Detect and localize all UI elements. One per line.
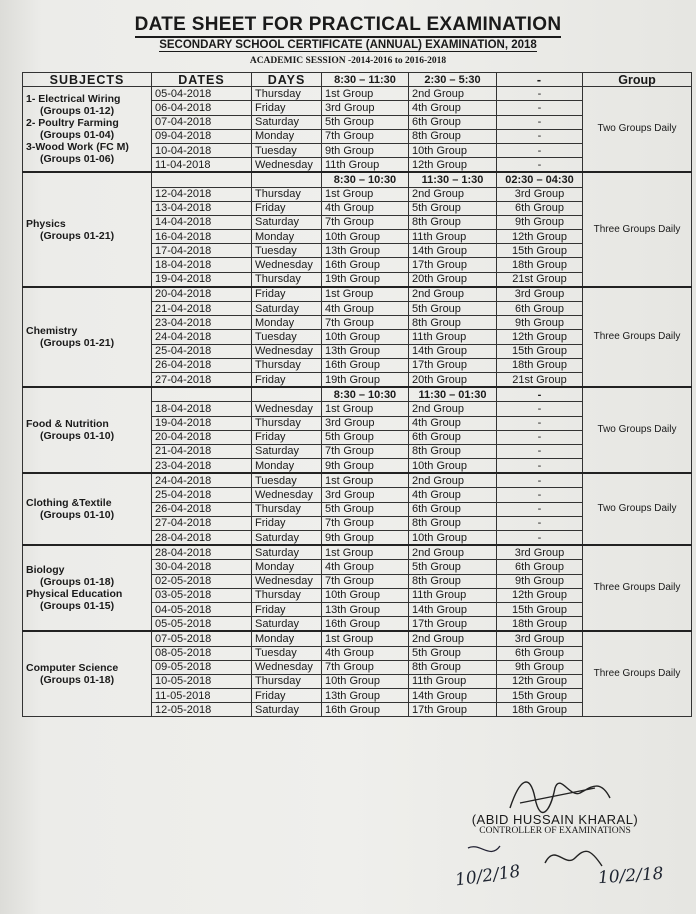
day-cell: Saturday: [252, 617, 322, 632]
slot-3-cell: 3rd Group: [497, 287, 583, 302]
date-cell: 05-04-2018: [152, 87, 252, 101]
subject-cell: [23, 87, 152, 173]
day-cell: Tuesday: [252, 244, 322, 258]
date-cell: 21-04-2018: [152, 302, 252, 316]
slot-2-cell: 5th Group: [409, 302, 497, 316]
slot-2-cell: 8th Group: [409, 215, 497, 229]
slot-2-cell: 8th Group: [409, 129, 497, 143]
slot-3-cell: -: [497, 129, 583, 143]
group-cell: Two Groups Daily: [583, 87, 692, 173]
date-cell: 07-04-2018: [152, 115, 252, 129]
slot-2-cell: 8th Group: [409, 316, 497, 330]
slot-1-cell: 5th Group: [322, 430, 409, 444]
date-cell: 21-04-2018: [152, 444, 252, 458]
date-cell: 27-04-2018: [152, 516, 252, 530]
slot-2-cell: 2nd Group: [409, 287, 497, 302]
date-cell: 17-04-2018: [152, 244, 252, 258]
date-cell: 14-04-2018: [152, 215, 252, 229]
slot-2-cell: 2nd Group: [409, 545, 497, 560]
subject-line: 1- Electrical Wiring: [26, 93, 121, 106]
slot-3-cell: 9th Group: [497, 574, 583, 588]
date-cell: 10-05-2018: [152, 674, 252, 688]
slot-3-cell: 15th Group: [497, 344, 583, 358]
date-cell: 16-04-2018: [152, 230, 252, 244]
group-cell: Two Groups Daily: [583, 387, 692, 473]
slot-2-cell: 8th Group: [409, 444, 497, 458]
date-cell: 09-04-2018: [152, 129, 252, 143]
subject-line: 3-Wood Work (FC M): [26, 141, 129, 154]
slot-1-cell: 7th Group: [322, 129, 409, 143]
day-cell: Saturday: [252, 302, 322, 316]
date-cell: 09-05-2018: [152, 660, 252, 674]
subject-line: Physical Education: [26, 588, 123, 601]
col-days: DAYS: [252, 73, 322, 87]
slot-3-cell: 3rd Group: [497, 187, 583, 201]
date-cell: 19-04-2018: [152, 416, 252, 430]
slot-2-cell: 17th Group: [409, 258, 497, 272]
slot-1-cell: 3rd Group: [322, 101, 409, 115]
handwritten-signature: [500, 768, 630, 828]
slot-2-cell: 4th Group: [409, 416, 497, 430]
slot-3-cell: 6th Group: [497, 201, 583, 215]
group-cell: Three Groups Daily: [583, 172, 692, 287]
date-cell: 26-04-2018: [152, 358, 252, 372]
subject-line: (Groups 01-04): [40, 129, 115, 142]
subject-line: (Groups 01-12): [40, 105, 115, 118]
day-cell: Tuesday: [252, 143, 322, 157]
date-cell: 10-04-2018: [152, 143, 252, 157]
slot-2-cell: 8th Group: [409, 516, 497, 530]
slot-1-cell: 9th Group: [322, 459, 409, 474]
slot-3-cell: 12th Group: [497, 230, 583, 244]
table-header-row: [23, 73, 692, 87]
slot-2-cell: 14th Group: [409, 244, 497, 258]
slot-3-cell: 6th Group: [497, 646, 583, 660]
slot-2-cell: 11th Group: [409, 674, 497, 688]
day-cell: Saturday: [252, 215, 322, 229]
col-slot-3: -: [497, 73, 583, 87]
time-slot-header: 11:30 – 01:30: [409, 387, 497, 402]
slot-3-cell: -: [497, 158, 583, 173]
slot-1-cell: 4th Group: [322, 302, 409, 316]
slot-2-cell: 5th Group: [409, 646, 497, 660]
date-cell: 23-04-2018: [152, 316, 252, 330]
group-cell: Two Groups Daily: [583, 473, 692, 545]
subject-line: Chemistry: [26, 324, 78, 337]
slot-3-cell: -: [497, 531, 583, 546]
day-cell: Tuesday: [252, 473, 322, 488]
day-cell: Thursday: [252, 416, 322, 430]
day-cell: Wednesday: [252, 660, 322, 674]
slot-1-cell: 7th Group: [322, 215, 409, 229]
slot-2-cell: 10th Group: [409, 531, 497, 546]
day-cell: Monday: [252, 560, 322, 574]
subject-line: (Groups 01-15): [40, 600, 115, 613]
date-cell: 20-04-2018: [152, 287, 252, 302]
date-cell: 27-04-2018: [152, 372, 252, 387]
date-cell: 13-04-2018: [152, 201, 252, 215]
date-cell: 05-05-2018: [152, 617, 252, 632]
slot-1-cell: 7th Group: [322, 574, 409, 588]
slot-1-cell: 10th Group: [322, 330, 409, 344]
slot-1-cell: 1st Group: [322, 87, 409, 101]
slot-1-cell: 4th Group: [322, 560, 409, 574]
day-cell: Saturday: [252, 545, 322, 560]
slot-1-cell: 4th Group: [322, 201, 409, 215]
subject-cell: [23, 387, 152, 473]
day-cell: Thursday: [252, 502, 322, 516]
slot-2-cell: 8th Group: [409, 574, 497, 588]
day-cell: Monday: [252, 129, 322, 143]
slot-3-cell: 18th Group: [497, 258, 583, 272]
time-slot-header: 8:30 – 10:30: [322, 387, 409, 402]
slot-2-cell: 11th Group: [409, 330, 497, 344]
subject-line: Clothing &Textile: [26, 497, 112, 510]
date-cell: 07-05-2018: [152, 631, 252, 646]
date-cell: 11-05-2018: [152, 689, 252, 703]
slot-1-cell: 11th Group: [322, 158, 409, 173]
slot-2-cell: 11th Group: [409, 588, 497, 602]
table-row: [23, 631, 692, 646]
subject-line: (Groups 01-21): [40, 229, 115, 242]
slot-3-cell: -: [497, 416, 583, 430]
time-header-row: [23, 172, 692, 187]
slot-2-cell: 5th Group: [409, 560, 497, 574]
slot-2-cell: 17th Group: [409, 358, 497, 372]
slot-3-cell: 18th Group: [497, 617, 583, 632]
col-slot-2: 2:30 – 5:30: [409, 73, 497, 87]
slot-3-cell: -: [497, 473, 583, 488]
handwritten-date-left: 10/2/18: [453, 861, 522, 891]
subject-cell: [23, 287, 152, 387]
slot-3-cell: 3rd Group: [497, 631, 583, 646]
day-cell: Monday: [252, 230, 322, 244]
slot-1-cell: 13th Group: [322, 602, 409, 616]
academic-session: ACADEMIC SESSION -2014-2016 to 2016-2018: [249, 56, 447, 66]
col-dates: DATES: [152, 73, 252, 87]
table-row: [23, 545, 692, 560]
col-slot-1: 8:30 – 11:30: [322, 73, 409, 87]
day-cell: Thursday: [252, 358, 322, 372]
date-cell: 18-04-2018: [152, 402, 252, 416]
day-cell: Friday: [252, 287, 322, 302]
subject-line: (Groups 01-06): [40, 153, 115, 166]
day-cell: Friday: [252, 602, 322, 616]
slot-1-cell: 1st Group: [322, 287, 409, 302]
slot-2-cell: 6th Group: [409, 430, 497, 444]
slot-1-cell: 13th Group: [322, 344, 409, 358]
day-cell: Wednesday: [252, 488, 322, 502]
slot-2-cell: 14th Group: [409, 344, 497, 358]
date-cell: 23-04-2018: [152, 459, 252, 474]
date-cell: 11-04-2018: [152, 158, 252, 173]
slot-2-cell: 2nd Group: [409, 473, 497, 488]
table-row: [23, 473, 692, 488]
group-cell: Three Groups Daily: [583, 545, 692, 631]
col-subjects: SUBJECTS: [23, 73, 152, 87]
day-cell: Wednesday: [252, 258, 322, 272]
date-cell: 03-05-2018: [152, 588, 252, 602]
slot-2-cell: 17th Group: [409, 703, 497, 717]
controller-name: (ABID HUSSAIN KHARAL): [471, 812, 639, 827]
subject-line: Physics: [26, 217, 66, 230]
slot-3-cell: 15th Group: [497, 689, 583, 703]
subject-cell: [23, 545, 152, 631]
slot-1-cell: 16th Group: [322, 617, 409, 632]
time-slot-header: -: [497, 387, 583, 402]
date-cell: 28-04-2018: [152, 531, 252, 546]
slot-1-cell: 4th Group: [322, 646, 409, 660]
time-slot-header: 8:30 – 10:30: [322, 172, 409, 187]
day-cell: Wednesday: [252, 402, 322, 416]
slot-1-cell: 5th Group: [322, 502, 409, 516]
slot-3-cell: -: [497, 488, 583, 502]
slot-2-cell: 5th Group: [409, 201, 497, 215]
slot-2-cell: 11th Group: [409, 230, 497, 244]
slot-3-cell: 15th Group: [497, 244, 583, 258]
date-cell: 28-04-2018: [152, 545, 252, 560]
slot-3-cell: 12th Group: [497, 674, 583, 688]
day-cell: Thursday: [252, 588, 322, 602]
empty-cell: [252, 387, 322, 402]
date-cell: 26-04-2018: [152, 502, 252, 516]
slot-2-cell: 2nd Group: [409, 402, 497, 416]
slot-2-cell: 10th Group: [409, 459, 497, 474]
slot-2-cell: 8th Group: [409, 660, 497, 674]
document-title: DATE SHEET FOR PRACTICAL EXAMINATION: [0, 14, 696, 36]
day-cell: Monday: [252, 459, 322, 474]
slot-3-cell: 21st Group: [497, 272, 583, 287]
slot-1-cell: 16th Group: [322, 358, 409, 372]
subject-line: (Groups 01-18): [40, 576, 115, 589]
slot-3-cell: -: [497, 402, 583, 416]
slot-2-cell: 14th Group: [409, 602, 497, 616]
slot-3-cell: -: [497, 502, 583, 516]
date-cell: 04-05-2018: [152, 602, 252, 616]
slot-1-cell: 10th Group: [322, 230, 409, 244]
slot-3-cell: -: [497, 87, 583, 101]
slot-2-cell: 12th Group: [409, 158, 497, 173]
slot-1-cell: 7th Group: [322, 516, 409, 530]
slot-1-cell: 19th Group: [322, 372, 409, 387]
slot-1-cell: 1st Group: [322, 631, 409, 646]
date-cell: 25-04-2018: [152, 344, 252, 358]
slot-1-cell: 5th Group: [322, 115, 409, 129]
date-cell: 06-04-2018: [152, 101, 252, 115]
date-cell: 24-04-2018: [152, 330, 252, 344]
date-cell: 30-04-2018: [152, 560, 252, 574]
day-cell: Friday: [252, 201, 322, 215]
subject-line: Food & Nutrition: [26, 418, 109, 431]
slot-1-cell: 1st Group: [322, 545, 409, 560]
subject-cell: [23, 473, 152, 545]
slot-1-cell: 7th Group: [322, 316, 409, 330]
slot-1-cell: 9th Group: [322, 143, 409, 157]
slot-3-cell: -: [497, 115, 583, 129]
day-cell: Friday: [252, 516, 322, 530]
slot-2-cell: 4th Group: [409, 101, 497, 115]
slot-2-cell: 17th Group: [409, 617, 497, 632]
date-cell: 12-04-2018: [152, 187, 252, 201]
slot-3-cell: 12th Group: [497, 330, 583, 344]
time-header-row: [23, 387, 692, 402]
date-cell: 19-04-2018: [152, 272, 252, 287]
day-cell: Wednesday: [252, 574, 322, 588]
slot-3-cell: -: [497, 516, 583, 530]
day-cell: Friday: [252, 430, 322, 444]
day-cell: Thursday: [252, 87, 322, 101]
day-cell: Thursday: [252, 187, 322, 201]
slot-1-cell: 1st Group: [322, 187, 409, 201]
day-cell: Tuesday: [252, 330, 322, 344]
day-cell: Wednesday: [252, 344, 322, 358]
empty-cell: [152, 387, 252, 402]
date-cell: 08-05-2018: [152, 646, 252, 660]
subject-cell: [23, 172, 152, 287]
controller-title: CONTROLLER OF EXAMINATIONS: [479, 826, 631, 836]
slot-1-cell: 10th Group: [322, 674, 409, 688]
date-cell: 25-04-2018: [152, 488, 252, 502]
day-cell: Wednesday: [252, 158, 322, 173]
slot-3-cell: -: [497, 459, 583, 474]
group-cell: Three Groups Daily: [583, 631, 692, 717]
day-cell: Friday: [252, 372, 322, 387]
day-cell: Monday: [252, 316, 322, 330]
slot-1-cell: 7th Group: [322, 444, 409, 458]
date-cell: 02-05-2018: [152, 574, 252, 588]
slot-2-cell: 2nd Group: [409, 187, 497, 201]
date-cell: 12-05-2018: [152, 703, 252, 717]
slot-2-cell: 10th Group: [409, 143, 497, 157]
subject-line: (Groups 01-18): [40, 674, 115, 687]
slot-3-cell: -: [497, 101, 583, 115]
slot-2-cell: 2nd Group: [409, 631, 497, 646]
day-cell: Saturday: [252, 444, 322, 458]
slot-3-cell: 18th Group: [497, 703, 583, 717]
day-cell: Friday: [252, 101, 322, 115]
slot-1-cell: 16th Group: [322, 703, 409, 717]
day-cell: Saturday: [252, 531, 322, 546]
date-cell: 18-04-2018: [152, 258, 252, 272]
slot-3-cell: 9th Group: [497, 215, 583, 229]
slot-1-cell: 7th Group: [322, 660, 409, 674]
date-cell: 20-04-2018: [152, 430, 252, 444]
slot-1-cell: 1st Group: [322, 473, 409, 488]
slot-3-cell: 21st Group: [497, 372, 583, 387]
day-cell: Friday: [252, 689, 322, 703]
slot-2-cell: 20th Group: [409, 272, 497, 287]
slot-3-cell: 15th Group: [497, 602, 583, 616]
slot-2-cell: 4th Group: [409, 488, 497, 502]
time-slot-header: 11:30 – 1:30: [409, 172, 497, 187]
table-row: [23, 87, 692, 101]
date-sheet-table: [22, 72, 692, 717]
day-cell: Saturday: [252, 115, 322, 129]
subject-cell: [23, 631, 152, 717]
slot-1-cell: 13th Group: [322, 689, 409, 703]
subject-line: (Groups 01-10): [40, 430, 115, 443]
slot-1-cell: 9th Group: [322, 531, 409, 546]
table-row: [23, 287, 692, 302]
slot-1-cell: 10th Group: [322, 588, 409, 602]
slot-3-cell: 6th Group: [497, 560, 583, 574]
date-cell: 24-04-2018: [152, 473, 252, 488]
handwritten-date-right: 10/2/18: [597, 863, 665, 889]
slot-3-cell: -: [497, 430, 583, 444]
slot-1-cell: 3rd Group: [322, 416, 409, 430]
day-cell: Thursday: [252, 674, 322, 688]
empty-cell: [152, 172, 252, 187]
subject-line: Biology: [26, 564, 65, 577]
slot-2-cell: 6th Group: [409, 502, 497, 516]
col-group: Group: [583, 73, 692, 87]
slot-3-cell: 18th Group: [497, 358, 583, 372]
slot-2-cell: 6th Group: [409, 115, 497, 129]
slot-2-cell: 20th Group: [409, 372, 497, 387]
day-cell: Thursday: [252, 272, 322, 287]
slot-3-cell: -: [497, 143, 583, 157]
slot-1-cell: 1st Group: [322, 402, 409, 416]
subject-line: (Groups 01-10): [40, 509, 115, 522]
slot-3-cell: 6th Group: [497, 302, 583, 316]
slot-1-cell: 19th Group: [322, 272, 409, 287]
subject-line: (Groups 01-21): [40, 336, 115, 349]
slot-2-cell: 2nd Group: [409, 87, 497, 101]
slot-1-cell: 3rd Group: [322, 488, 409, 502]
slot-1-cell: 16th Group: [322, 258, 409, 272]
slot-1-cell: 13th Group: [322, 244, 409, 258]
slot-3-cell: 9th Group: [497, 316, 583, 330]
day-cell: Monday: [252, 631, 322, 646]
slot-3-cell: 3rd Group: [497, 545, 583, 560]
slot-3-cell: 12th Group: [497, 588, 583, 602]
slot-2-cell: 14th Group: [409, 689, 497, 703]
group-cell: Three Groups Daily: [583, 287, 692, 387]
day-cell: Tuesday: [252, 646, 322, 660]
empty-cell: [252, 172, 322, 187]
subject-line: Computer Science: [26, 662, 119, 675]
document-subtitle: SECONDARY SCHOOL CERTIFICATE (ANNUAL) EXAMINATION, 2018: [159, 39, 537, 51]
subject-line: 2- Poultry Farming: [26, 117, 119, 130]
day-cell: Saturday: [252, 703, 322, 717]
slot-3-cell: 9th Group: [497, 660, 583, 674]
slot-3-cell: -: [497, 444, 583, 458]
time-slot-header: 02:30 – 04:30: [497, 172, 583, 187]
